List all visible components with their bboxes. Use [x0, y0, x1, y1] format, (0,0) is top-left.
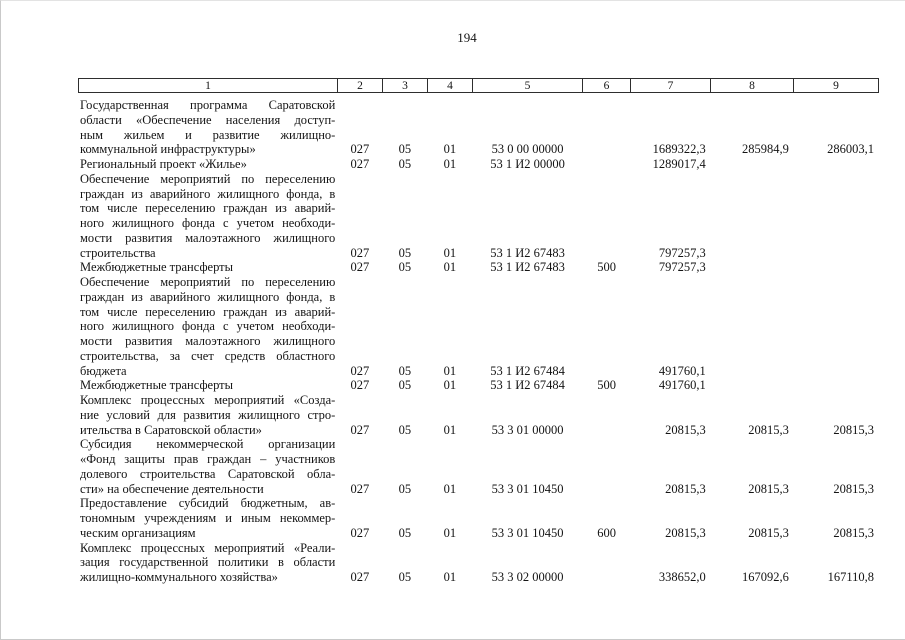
name-line: Комплекс процессных мероприятий «Созда- — [80, 393, 336, 407]
name-line: строительства — [80, 245, 156, 260]
cell-col5: 53 1 И2 00000 — [490, 157, 565, 171]
cell-col3: 05 — [398, 570, 412, 584]
cell-col5: 53 1 И2 67483 — [490, 260, 565, 275]
cell-col4: 01 — [443, 363, 457, 378]
row-name — [78, 260, 337, 275]
cell-col9 — [794, 157, 879, 172]
cell-col3: 05 — [398, 481, 412, 496]
cell-col2: 027 — [350, 363, 370, 378]
name-line: зация государственной политики в области — [80, 555, 336, 570]
cell-col8 — [711, 378, 794, 393]
cell-col6: 500 — [597, 378, 616, 393]
cell-col7: 20815,3 — [665, 422, 706, 437]
header-cell-4: 4 — [428, 79, 473, 93]
cell-col7: 797257,3 — [658, 245, 706, 260]
cell-col6 — [583, 172, 631, 261]
name-line: мости развития малоэтажного жилищного — [80, 230, 336, 245]
cell-col2: 027 — [350, 378, 370, 393]
cell-col2: 027 — [350, 157, 370, 171]
name-line: «Фонд защиты прав граждан – участников — [80, 452, 336, 466]
page-number: 194 — [457, 30, 477, 45]
table-area — [78, 78, 879, 585]
table-row — [78, 172, 879, 261]
cell-col8: 167092,6 — [741, 570, 789, 584]
cell-col8 — [711, 275, 794, 378]
cell-col7: 20815,3 — [665, 525, 706, 540]
name-line: ным жильем и развитие жилищно- — [80, 127, 336, 142]
cell-col5: 53 3 02 00000 — [491, 570, 564, 584]
name-line: области «Обеспечение населения доступ- — [80, 112, 336, 127]
row-name — [78, 541, 337, 585]
row-name — [78, 157, 337, 172]
cell-col4: 01 — [443, 260, 457, 275]
name-line: строительства, за счет средств областного — [80, 348, 336, 363]
cell-col4: 01 — [443, 570, 457, 584]
name-line: том числе переселению граждан из аварий- — [80, 201, 336, 216]
cell-col4: 01 — [443, 142, 457, 157]
cell-col9: 20815,3 — [833, 481, 874, 496]
row-name — [78, 496, 337, 540]
cell-col6 — [583, 275, 631, 378]
cell-col5: 53 1 И2 67484 — [490, 378, 565, 393]
cell-col8: 20815,3 — [748, 422, 789, 437]
cell-col6 — [583, 157, 631, 172]
cell-col6: 500 — [597, 260, 616, 275]
cell-col4: 01 — [443, 157, 457, 171]
cell-col8 — [711, 157, 794, 172]
cell-col8: 285984,9 — [741, 142, 789, 157]
cell-col2: 027 — [350, 570, 370, 584]
name-line: мости развития малоэтажного жилищного — [80, 334, 336, 348]
row-name — [78, 393, 337, 437]
name-line: жилищно-коммунального хозяйства» — [80, 570, 278, 584]
cell-col5: 53 1 И2 67484 — [490, 363, 565, 378]
cell-col3: 05 — [398, 142, 412, 157]
cell-col3: 05 — [398, 157, 412, 171]
cell-col7: 1289017,4 — [652, 157, 706, 171]
table-row — [78, 260, 879, 275]
name-line: ительства в Саратовской области» — [80, 422, 262, 437]
cell-col2: 027 — [350, 422, 370, 437]
name-line: ние условий для развития жилищного стро- — [80, 407, 336, 422]
table-body — [78, 95, 879, 585]
cell-col8: 20815,3 — [748, 481, 789, 496]
cell-col9: 286003,1 — [827, 142, 874, 157]
cell-col6: 600 — [597, 525, 616, 540]
name-line: сти» на обеспечение деятельности — [80, 481, 264, 496]
cell-col7: 20815,3 — [665, 481, 706, 496]
table-row — [78, 157, 879, 172]
cell-col5: 53 3 01 10450 — [491, 525, 564, 540]
name-line: Межбюджетные трансферты — [80, 260, 234, 275]
row-name — [78, 378, 337, 393]
header-cell-6: 6 — [583, 79, 631, 93]
name-line: граждан из аварийного жилищного фонда, в — [80, 186, 336, 201]
row-name — [78, 275, 337, 378]
cell-col3: 05 — [398, 260, 412, 275]
name-line: ного жилищного фонда с учетом необходи- — [80, 319, 336, 334]
name-line: граждан из аварийного жилищного фонда, в — [80, 289, 336, 304]
cell-col2: 027 — [350, 260, 370, 275]
header-row — [79, 79, 879, 93]
cell-col8: 20815,3 — [748, 525, 789, 540]
row-name — [78, 95, 337, 157]
cell-col7: 491760,1 — [658, 378, 706, 393]
header-cell-7: 7 — [631, 79, 711, 93]
name-line: ного жилищного фонда с учетом необходи- — [80, 216, 336, 230]
cell-col3: 05 — [398, 245, 412, 260]
header-cell-3: 3 — [383, 79, 428, 93]
name-line: Субсидия некоммерческой организации — [80, 437, 336, 452]
name-line: долевого строительства Саратовской обла- — [80, 466, 336, 481]
name-line: Обеспечение мероприятий по переселению — [80, 171, 336, 186]
cell-col7: 338652,0 — [658, 570, 706, 584]
row-name — [78, 437, 337, 496]
cell-col6 — [583, 541, 631, 585]
cell-col3: 05 — [398, 525, 412, 540]
cell-col4: 01 — [443, 378, 457, 393]
name-line: коммунальной инфраструктуры» — [80, 142, 256, 157]
cell-col2: 027 — [350, 245, 370, 260]
cell-col6 — [583, 95, 631, 157]
cell-col9: 20815,3 — [833, 422, 874, 437]
name-line: Региональный проект «Жилье» — [80, 157, 247, 171]
cell-col4: 01 — [443, 525, 457, 540]
cell-col4: 01 — [443, 245, 457, 260]
table-row — [78, 393, 879, 437]
cell-col6 — [583, 437, 631, 496]
name-line: Межбюджетные трансферты — [80, 378, 234, 393]
name-line: бюджета — [80, 363, 127, 378]
name-line: Обеспечение мероприятий по переселению — [80, 275, 336, 289]
cell-col4: 01 — [443, 422, 457, 437]
cell-col3: 05 — [398, 378, 412, 393]
table-row — [78, 541, 879, 585]
row-name — [78, 172, 337, 261]
table-row — [78, 496, 879, 540]
table-row — [78, 437, 879, 496]
budget-table — [78, 95, 879, 585]
cell-col9 — [794, 172, 879, 261]
cell-col9: 167110,8 — [827, 570, 874, 584]
cell-col5: 53 1 И2 67483 — [490, 245, 565, 260]
cell-col7: 1689322,3 — [652, 142, 706, 157]
cell-col9 — [794, 260, 879, 275]
name-line: Государственная программа Саратовской — [80, 98, 336, 112]
cell-col9: 20815,3 — [833, 525, 874, 540]
name-line: тономным учреждениям и иным некоммер- — [80, 511, 336, 525]
header-cell-5: 5 — [473, 79, 583, 93]
table-row — [78, 275, 879, 378]
cell-col3: 05 — [398, 363, 412, 378]
cell-col8 — [711, 172, 794, 261]
header-cell-2: 2 — [338, 79, 383, 93]
cell-col2: 027 — [350, 525, 370, 540]
cell-col6 — [583, 393, 631, 437]
cell-col5: 53 3 01 10450 — [491, 481, 564, 496]
name-line: ческим организациям — [80, 525, 196, 540]
header-cell-9: 9 — [794, 79, 879, 93]
table-row — [78, 378, 879, 393]
table-header — [79, 79, 879, 93]
name-line: Предоставление субсидий бюджетным, ав- — [80, 496, 336, 511]
cell-col7: 797257,3 — [658, 260, 706, 275]
name-line: Комплекс процессных мероприятий «Реали- — [80, 540, 336, 555]
cell-col5: 53 3 01 00000 — [491, 422, 564, 437]
cell-col2: 027 — [350, 142, 370, 157]
name-line: том числе переселению граждан из аварий- — [80, 304, 336, 319]
header-cell-1: 1 — [79, 79, 338, 93]
cell-col9 — [794, 378, 879, 393]
cell-col4: 01 — [443, 481, 457, 496]
cell-col5: 53 0 00 00000 — [491, 142, 564, 157]
table-row — [78, 95, 879, 157]
cell-col3: 05 — [398, 422, 412, 437]
column-number-header-table — [78, 78, 879, 93]
cell-col9 — [794, 275, 879, 378]
cell-col7: 491760,1 — [658, 363, 706, 378]
cell-col2: 027 — [350, 481, 370, 496]
cell-col8 — [711, 260, 794, 275]
header-cell-8: 8 — [711, 79, 794, 93]
